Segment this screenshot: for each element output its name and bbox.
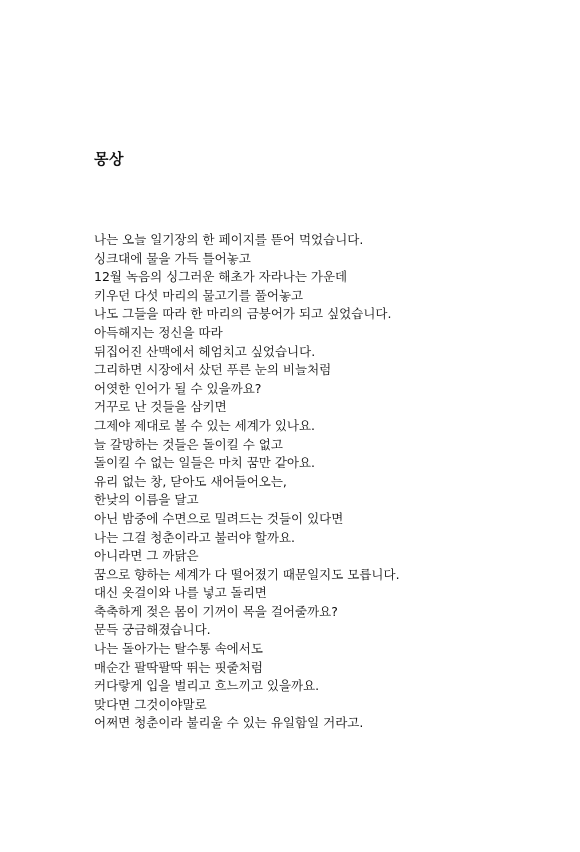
poem-line: 나는 돌아가는 탈수통 속에서도 [94,641,263,657]
poem-line: 뒤집어진 산맥에서 헤엄치고 싶었습니다. [94,343,316,359]
poem-line: 어엿한 인어가 될 수 있을까요? [94,380,262,396]
poem-line: 12월 녹음의 싱그러운 해초가 자라나는 가운데 [94,269,348,285]
poem-line: 나는 오늘 일기장의 한 페이지를 뜯어 먹었습니다. [94,232,364,247]
poem-line: 나는 그걸 청춘이라고 불러야 할까요. [94,529,295,545]
poem-line: 아닌 밤중에 수면으로 밀려드는 것들이 있다면 [94,510,344,526]
poem-title: 몽상 [94,150,124,168]
poem-line: 키우던 다섯 마리의 물고기를 풀어놓고 [94,287,304,303]
poem-line: 대신 옷걸이와 나를 넣고 돌리면 [94,585,267,601]
poem-line: 문득 궁금해졌습니다. [94,622,211,638]
poem-line: 아니라면 그 까닭은 [94,548,199,564]
poem-line: 그제야 제대로 볼 수 있는 세계가 있나요. [94,417,316,433]
poem-line: 맞다면 그것이야말로 [94,696,207,712]
poem-line: 싱크대에 물을 가득 틀어놓고 [94,250,251,266]
poem-line: 매순간 팔딱팔딱 뛰는 핏줄처럼 [94,659,263,675]
poem-line: 어쩌면 청춘이라 불리울 수 있는 유일함일 거라고. [94,715,364,731]
poem-body [94,231,400,733]
poem-line: 늘 갈망하는 것들은 돌이킬 수 없고 [94,436,283,452]
poem-line: 커다랗게 입을 벌리고 흐느끼고 있을까요. [94,678,320,694]
poem-line: 축축하게 젖은 몸이 기꺼이 목을 걸어줄까요? [94,603,338,619]
poem-line: 유리 없는 창, 닫아도 새어들어오는, [94,473,287,489]
poem-line: 그리하면 시장에서 샀던 푸른 눈의 비늘처럼 [94,362,332,378]
poem-line: 한낮의 이름을 달고 [94,492,199,508]
poem-line: 나도 그들을 따라 한 마리의 금붕어가 되고 싶었습니다. [94,306,392,322]
poem-line: 거꾸로 난 것들을 삼키면 [94,399,227,415]
poem-line: 꿈으로 향하는 세계가 다 떨어졌기 때문일지도 모릅니다. [94,566,400,582]
poem-line: 돌이킬 수 없는 일들은 마치 꿈만 같아요. [94,455,316,471]
poem-line: 아득해지는 정신을 따라 [94,324,223,340]
